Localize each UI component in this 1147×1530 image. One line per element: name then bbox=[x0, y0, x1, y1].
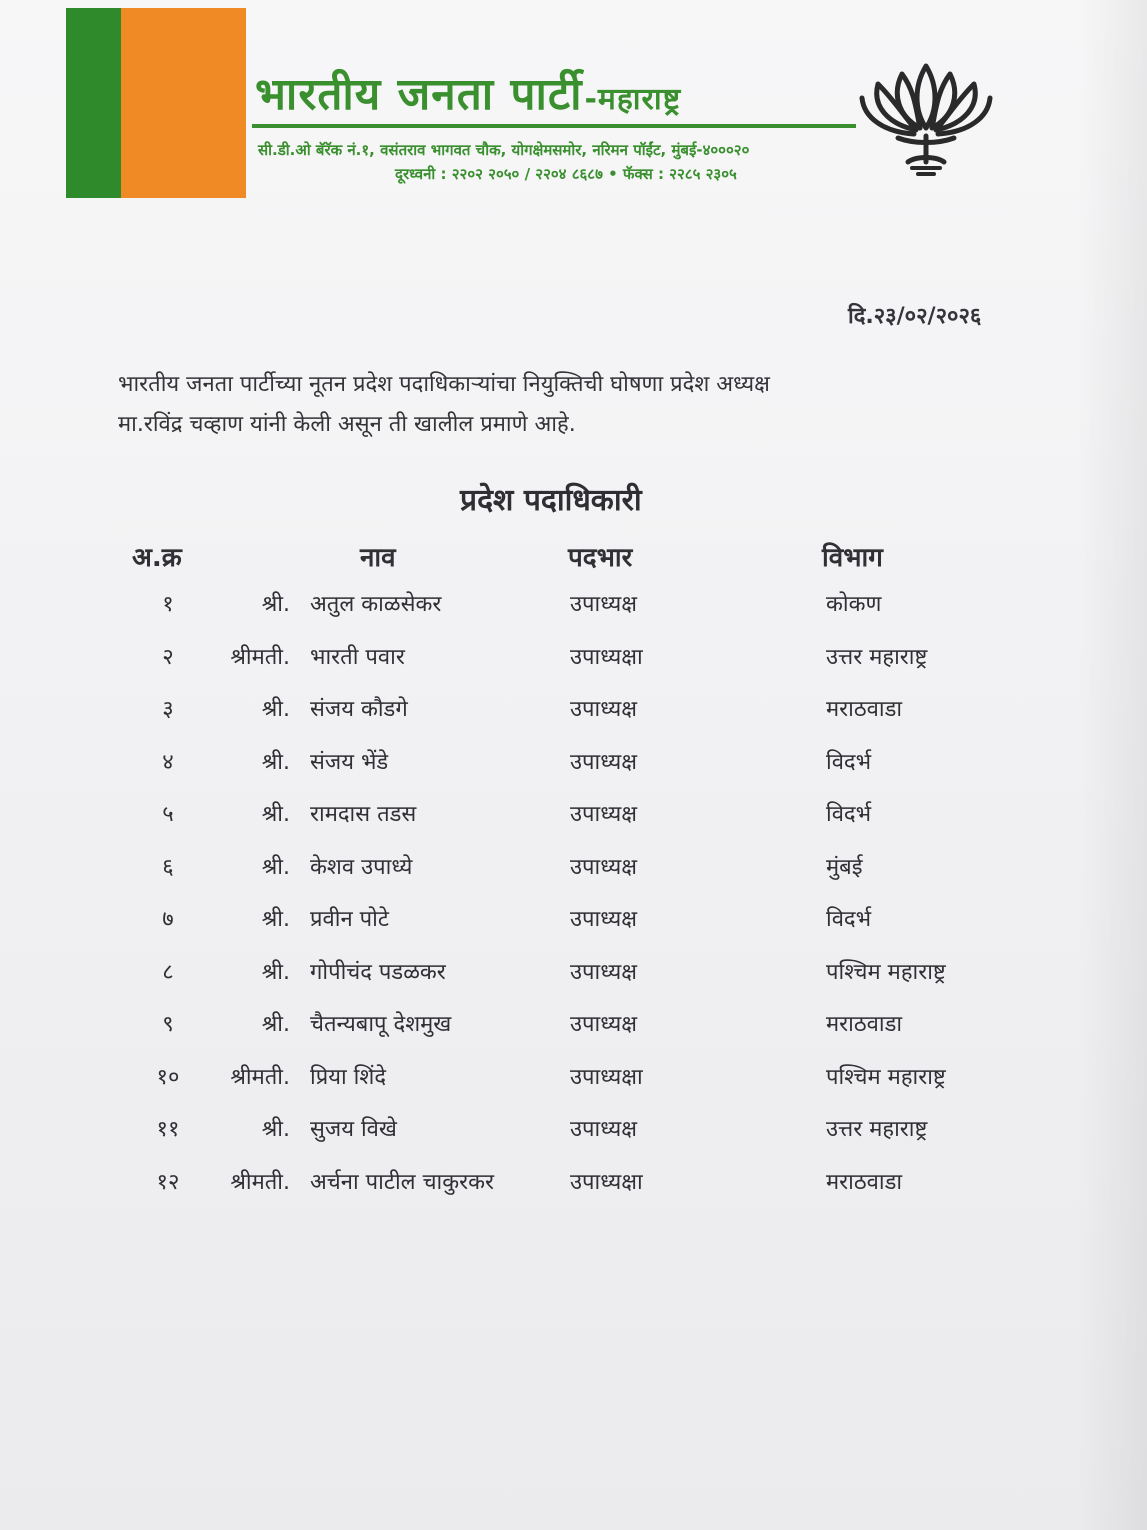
table-row bbox=[0, 1008, 1147, 1061]
post: उपाध्यक्ष bbox=[570, 592, 638, 617]
post: उपाध्यक्षा bbox=[570, 1169, 643, 1195]
serial-number: ९ bbox=[162, 1012, 174, 1037]
honorific: श्री. bbox=[261, 802, 290, 827]
intro-line: मा.रविंद्र चव्हाण यांनी केली असून ती खालील प्रमाणे आहे. bbox=[118, 412, 576, 437]
division: उत्तर महाराष्ट्र bbox=[826, 1117, 928, 1142]
header-serial: अ.क्र bbox=[132, 543, 182, 573]
serial-number: १० bbox=[156, 1064, 180, 1090]
post: उपाध्यक्ष bbox=[570, 1012, 638, 1037]
honorific: श्रीमती. bbox=[230, 1169, 290, 1195]
serial-number: ११ bbox=[156, 1117, 180, 1142]
serial-number: १२ bbox=[156, 1169, 180, 1195]
lotus-icon bbox=[858, 58, 994, 180]
serial-number: ८ bbox=[162, 959, 174, 985]
section-title: प्रदेश पदाधिकारी bbox=[460, 483, 642, 518]
member-name: संजय कौडगे bbox=[310, 697, 408, 722]
post: उपाध्यक्ष bbox=[570, 959, 638, 985]
serial-number: २ bbox=[162, 644, 174, 670]
member-name: प्रवीन पोटे bbox=[310, 907, 389, 932]
table-row bbox=[0, 588, 1147, 641]
member-name: प्रिया शिंदे bbox=[310, 1064, 387, 1090]
serial-number: ७ bbox=[162, 907, 174, 932]
party-name-heading bbox=[255, 62, 681, 122]
honorific: श्री. bbox=[261, 854, 290, 880]
table-row bbox=[0, 746, 1147, 799]
post: उपाध्यक्ष bbox=[570, 854, 638, 880]
division: मुंबई bbox=[826, 854, 863, 880]
division: उत्तर महाराष्ट्र bbox=[826, 644, 928, 670]
table-row bbox=[0, 641, 1147, 694]
division: विदर्भ bbox=[826, 802, 872, 827]
office-bearers-table bbox=[0, 588, 1147, 1218]
table-row bbox=[0, 1166, 1147, 1219]
serial-number: १ bbox=[162, 592, 174, 617]
honorific: श्री. bbox=[261, 907, 290, 932]
header-divider bbox=[252, 124, 856, 128]
header-division: विभाग bbox=[822, 543, 883, 573]
division: कोकण bbox=[826, 592, 882, 617]
division: मराठवाडा bbox=[826, 1169, 903, 1195]
post: उपाध्यक्षा bbox=[570, 1064, 643, 1090]
intro-paragraph bbox=[118, 365, 918, 445]
division: पश्चिम महाराष्ट्र bbox=[826, 959, 946, 985]
serial-number: ५ bbox=[162, 802, 174, 827]
honorific: श्री. bbox=[261, 1117, 290, 1142]
division: पश्चिम महाराष्ट्र bbox=[826, 1064, 946, 1090]
post: उपाध्यक्ष bbox=[570, 749, 638, 775]
honorific: श्रीमती. bbox=[230, 1064, 290, 1090]
contact-numbers: दूरध्वनी : २२०२ २०५० / २२०४ ८६८७ • फॅक्स : २२८५ २३०५ bbox=[395, 165, 737, 183]
member-name: संजय भेंडे bbox=[310, 749, 389, 775]
header-name: नाव bbox=[360, 543, 396, 573]
honorific: श्री. bbox=[261, 749, 290, 775]
party-name: भारतीय जनता पार्टी bbox=[255, 69, 583, 120]
letter-date: दि.२३/०२/२०२६ bbox=[848, 304, 982, 329]
division: विदर्भ bbox=[826, 749, 872, 775]
table-row bbox=[0, 956, 1147, 1009]
member-name: अर्चना पाटील चाकुरकर bbox=[310, 1169, 495, 1195]
post: उपाध्यक्ष bbox=[570, 802, 638, 827]
intro-line: भारतीय जनता पार्टीच्या नूतन प्रदेश पदाधिकाऱ्यांचा नियुक्तिची घोषणा प्रदेश अध्यक्ष bbox=[118, 372, 770, 397]
member-name: चैतन्यबापू देशमुख bbox=[310, 1012, 452, 1037]
member-name: गोपीचंद पडळकर bbox=[310, 959, 446, 985]
member-name: रामदास तडस bbox=[310, 802, 417, 827]
flag-green-stripe bbox=[66, 8, 121, 198]
member-name: सुजय विखे bbox=[310, 1117, 397, 1142]
division: मराठवाडा bbox=[826, 697, 903, 722]
table-row bbox=[0, 1113, 1147, 1166]
party-flag-logo bbox=[66, 8, 246, 198]
honorific: श्री. bbox=[261, 959, 290, 985]
division: विदर्भ bbox=[826, 907, 872, 932]
member-name: अतुल काळसेकर bbox=[310, 592, 442, 617]
office-address: सी.डी.ओ बॅरॅक नं.१, वसंतराव भागवत चौक, योगक्षेमसमोर, नरिमन पॉईंट, मुंबई-४०००२० bbox=[258, 141, 750, 159]
serial-number: ३ bbox=[162, 697, 174, 722]
table-row bbox=[0, 693, 1147, 746]
honorific: श्री. bbox=[261, 1012, 290, 1037]
honorific: श्री. bbox=[261, 697, 290, 722]
table-row bbox=[0, 798, 1147, 851]
header-post: पदभार bbox=[568, 543, 633, 573]
post: उपाध्यक्ष bbox=[570, 1117, 638, 1142]
table-row bbox=[0, 903, 1147, 956]
post: उपाध्यक्षा bbox=[570, 644, 643, 670]
member-name: केशव उपाध्ये bbox=[310, 854, 413, 880]
honorific: श्री. bbox=[261, 592, 290, 617]
party-state-suffix: -महाराष्ट्र bbox=[584, 82, 682, 117]
division: मराठवाडा bbox=[826, 1012, 903, 1037]
table-row bbox=[0, 851, 1147, 904]
serial-number: ४ bbox=[162, 749, 174, 775]
post: उपाध्यक्ष bbox=[570, 697, 638, 722]
serial-number: ६ bbox=[162, 854, 174, 880]
flag-saffron-block bbox=[121, 8, 246, 198]
post: उपाध्यक्ष bbox=[570, 907, 638, 932]
member-name: भारती पवार bbox=[310, 644, 405, 670]
table-row bbox=[0, 1061, 1147, 1114]
honorific: श्रीमती. bbox=[230, 644, 290, 670]
